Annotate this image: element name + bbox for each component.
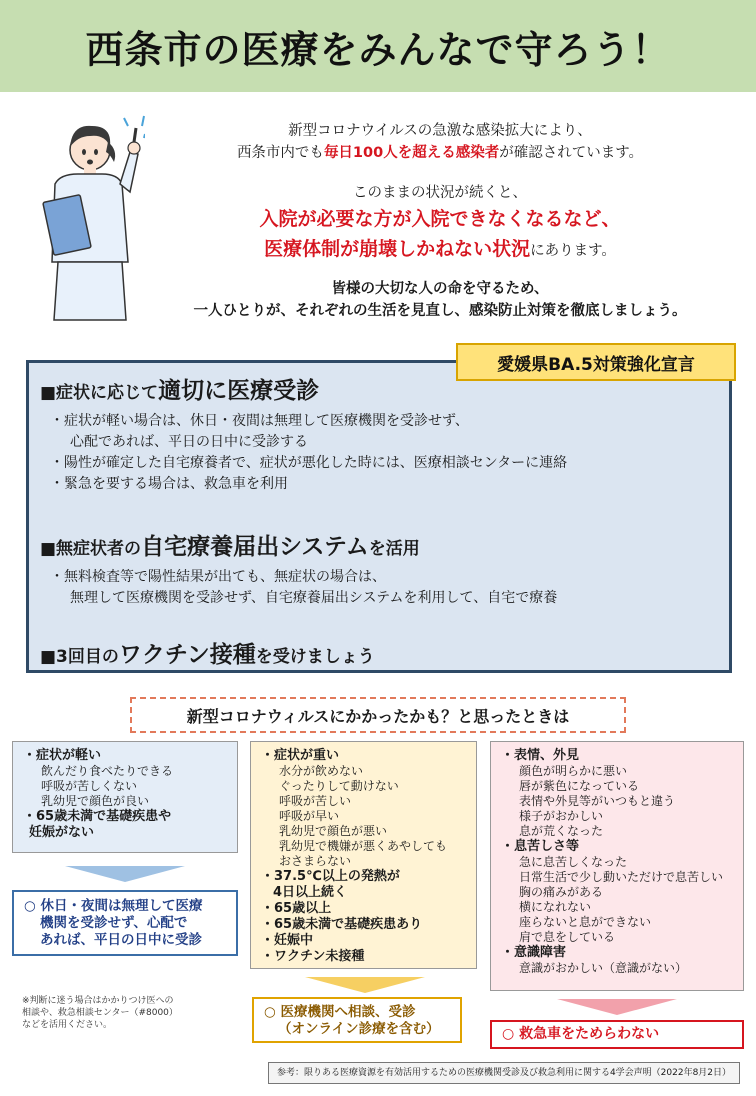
intro-message: 新型コロナウイルスの急激な感染拡大により、 西条市内でも毎日100人を超える感染者が確認されています。 このままの状況が続くと、 入院が必要な方が入院できなくなるなど、 医療体制が崩壊しかねない状況にあります。 皆様の大切な人の命を守るため、 一人ひとりが、それぞれの生活を見直し、感染防止対策を徹底しましょう。 — [150, 120, 730, 322]
page-title: 西条市の医療をみんなで守ろう！ — [85, 27, 671, 72]
severe-symptoms-box: ・症状が重い 水分が飲めない ぐったりして動けない 呼吸が苦しい 呼吸が早い 乳幼児で顔色が悪い 乳幼児で機嫌が悪くあやしても おさまらない ・37.5℃以上の発熱が 4日以上続く ・65歳以上 ・65歳未満で基礎疾患あり ・妊娠中 ・ワクチン未接種 — [250, 741, 477, 969]
warning-line1: 入院が必要な方が入院できなくなるなど、 — [259, 208, 621, 230]
reference-note: 参考：限りある医療資源を有効活用するための医療機関受診及び救急利用に関する4学会声明（2022年8月2日） — [268, 1062, 740, 1084]
section-home-care: ■無症状者の自宅療養届出システムを活用 ・無料検査等で陽性結果が出ても、無症状の場合は、 無理して医療機関を受診せず、自宅療養届出システムを利用して、自宅で療養 — [40, 528, 557, 609]
result-emergency: ○ 救急車をためらわない — [490, 1020, 744, 1049]
arrow-down-icon — [557, 999, 677, 1015]
warning-line2: 医療体制が崩壊しかねない状況にあります。 — [264, 238, 616, 260]
declaration-badge: 愛媛県BA.5対策強化宣言 — [456, 343, 736, 381]
section-home-care-title: ■無症状者の自宅療養届出システムを活用 — [40, 534, 420, 560]
advice-note: ※判断に迷う場合はかかりつけ医への 相談や、救急相談センター（#8000） などを活用ください。 — [22, 996, 178, 1030]
section-medical: ■症状に応じて適切に医療受診 ・症状が軽い場合は、休日・夜間は無理して医療機関を受診せず、 心配であれば、平日の日中に受診する ・陽性が確定した自宅療養者で、症状が悪化した時には、医療相談センターに連絡 ・緊急を要する場合は、救急車を利用 — [40, 372, 567, 495]
arrow-down-icon — [65, 866, 185, 882]
result-severe: ○ 医療機関へ相談、受診 （オンライン診療を含む） — [252, 997, 462, 1043]
result-mild: ○ 休日・夜間は無理して医療 機関を受診せず、心配で あれば、平日の日中に受診 — [12, 890, 238, 956]
section-vaccine-title: ■3回目のワクチン接種を受けましょう — [40, 642, 375, 668]
section-medical-title: ■症状に応じて適切に医療受診 — [40, 378, 320, 404]
mild-symptoms-box: ・症状が軽い 飲んだり食べたりできる 呼吸が苦しくない 乳幼児で顔色が良い ・65歳未満で基礎疾患や 妊娠がない — [12, 741, 238, 853]
emergency-symptoms-box: ・表情、外見 顔色が明らかに悪い 唇が紫色になっている 表情や外見等がいつもと違う 様子がおかしい 息が荒くなった ・息苦しさ等 急に息苦しくなった 日常生活で少し動いただけで息苦しい 胸の痛みがある 横になれない 座らないと息ができない 肩で息をしている ・意識障害 意識がおかしい（意識がない） — [490, 741, 744, 991]
consult-header: 新型コロナウィルスにかかったかも？と思ったときは — [130, 697, 626, 733]
nurse-illustration — [30, 112, 145, 332]
arrow-down-icon — [305, 977, 425, 993]
title-banner — [0, 0, 756, 92]
section-vaccine — [40, 636, 375, 669]
